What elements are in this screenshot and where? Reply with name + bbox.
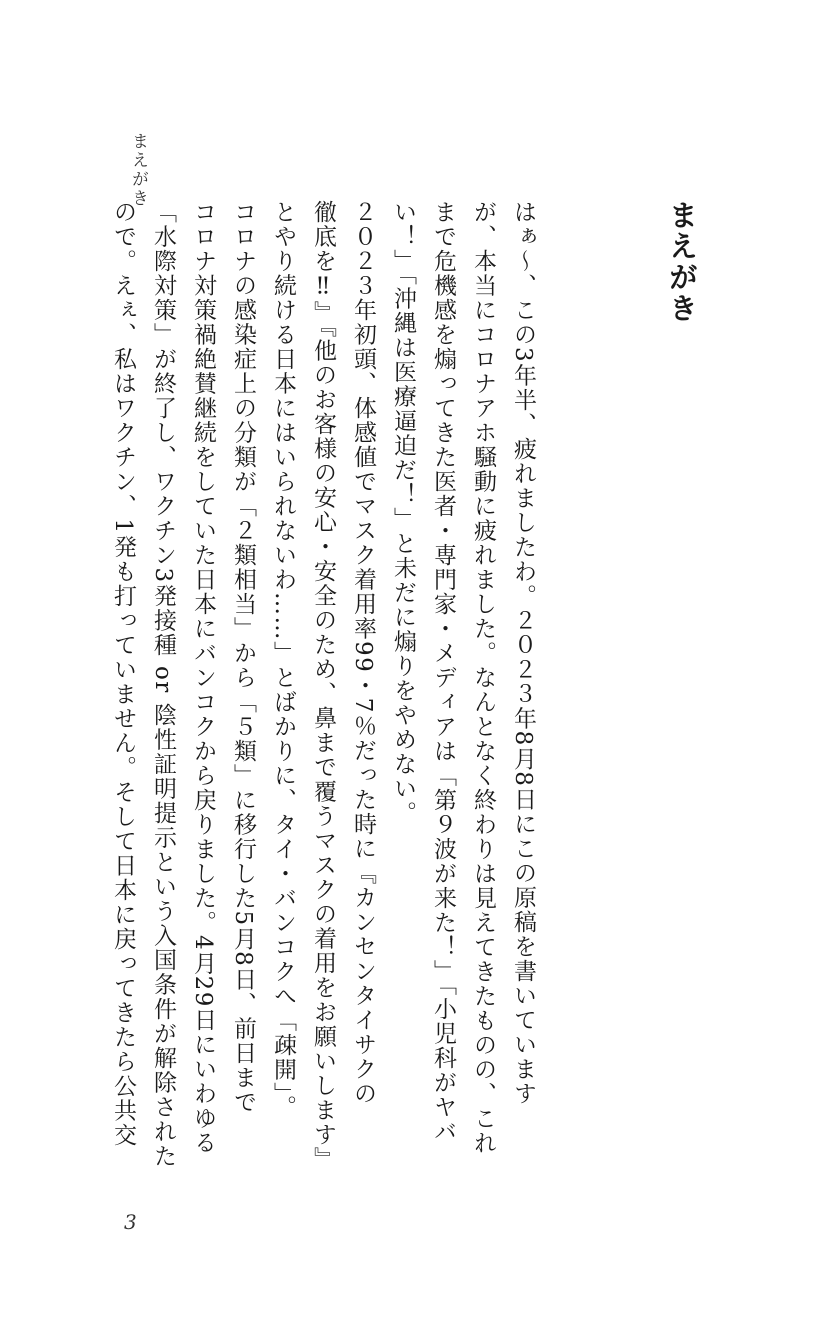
body-line: い！」「沖縄は医療逼迫だ！」と未だに煽りをやめない。 (390, 200, 416, 826)
body-line: はぁ〜、この3年半、疲れましたわ。２０２３年8月8日にこの原稿を書いています (510, 200, 536, 1106)
body-line: が、本当にコロナアホ騒動に疲れました。なんとなく終わりは見えてきたものの、これ (470, 200, 496, 1156)
body-line: 「水際対策」が終了し、ワクチン3発接種 or 陰性証明提示という入国条件が解除された (150, 200, 176, 1169)
body-line: とやり続ける日本にはいられないわ……」とばかりに、タイ・バンコクへ「疎開」。 (270, 200, 296, 1120)
body-line: 徹底を‼』『他のお客様の安心・安全のため、鼻まで覆うマスクの着用をお願いします』 (310, 200, 336, 1172)
body-text (103, 200, 543, 1172)
running-header: まえがき (128, 132, 148, 208)
body-line: コロナ対策禍絶賛継続をしていた日本にバンコクから戻りました。4月29日にいわゆる (190, 200, 216, 1155)
body-line: コロナの感染症上の分類が「２類相当」から「５類」に移行した5月8日、前日まで (230, 200, 256, 1115)
body-line: まで危機感を煽ってきた医者・専門家・メディアは「第９波が来た！」「小児科がヤバ (430, 200, 456, 1144)
body-line: ２０２３年初頭、体感値でマスク着用率99・7％だった時に『カンセンタイサクの (350, 200, 376, 1106)
chapter-title: まえがき (665, 200, 699, 324)
body-line: ので。えぇ、私はワクチン、1発も打っていません。そして日本に戻ってきたら公共交 (110, 200, 136, 1148)
page-number: 3 (124, 1210, 137, 1234)
